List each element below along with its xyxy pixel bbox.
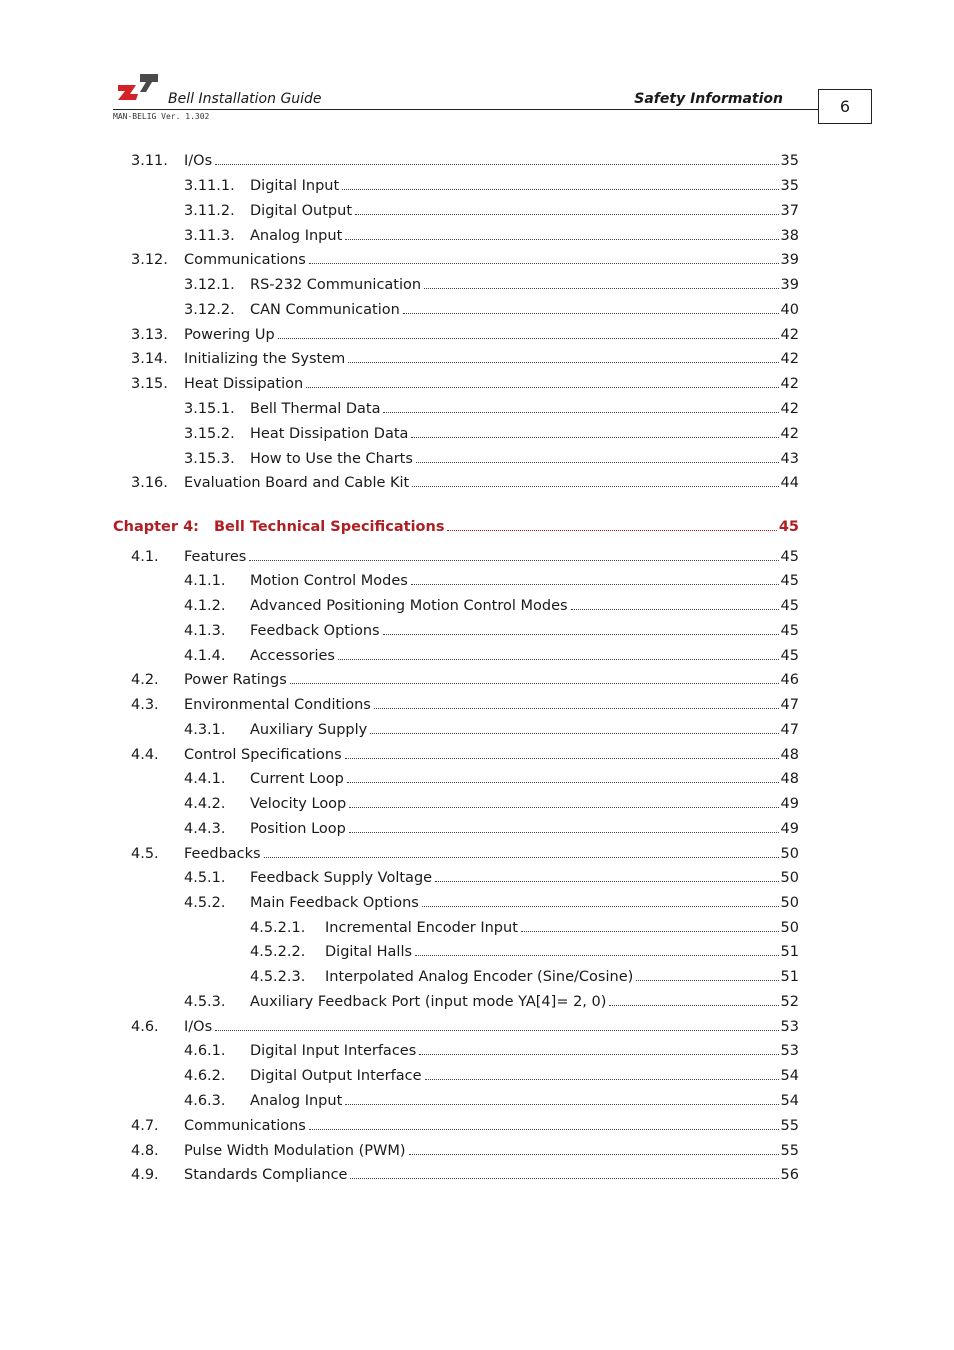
toc-entry-page: 53: [780, 1043, 799, 1059]
toc-entry-title: How to Use the Charts: [250, 451, 413, 467]
toc-entry-page: 48: [780, 771, 799, 787]
toc-entry[interactable]: [250, 944, 799, 966]
toc-entry[interactable]: [184, 426, 799, 448]
toc-entry-page: 47: [780, 722, 799, 738]
toc-entry-title: Bell Thermal Data: [250, 401, 381, 417]
toc-entry-title: Powering Up: [184, 327, 275, 343]
toc-dot-leader: [350, 1167, 778, 1179]
toc-dot-leader: [278, 327, 779, 339]
toc-entry-number: 3.12.1.: [184, 277, 235, 293]
toc-dot-leader: [571, 598, 779, 610]
toc-dot-leader: [215, 1019, 778, 1031]
toc-entry-number: 4.6.3.: [184, 1093, 226, 1109]
toc-entry[interactable]: [184, 994, 799, 1016]
toc-entry-page: 44: [780, 475, 799, 491]
toc-entry-number: 4.1.3.: [184, 623, 226, 639]
toc-entry-page: 47: [780, 697, 799, 713]
toc-entry[interactable]: [131, 1118, 799, 1140]
toc-entry-title: RS-232 Communication: [250, 277, 422, 293]
toc-entry-title: Digital Output Interface: [250, 1068, 422, 1084]
toc-entry-page: 43: [780, 451, 799, 467]
toc-entry-number: 3.16.: [131, 475, 168, 491]
toc-entry[interactable]: [184, 1043, 799, 1065]
toc-entry-number: 4.7.: [131, 1118, 159, 1134]
toc-entry[interactable]: [184, 870, 799, 892]
toc-entry[interactable]: [184, 796, 799, 818]
toc-entry[interactable]: [184, 277, 799, 299]
toc-entry-page: 55: [780, 1143, 799, 1159]
toc-entry-title: Accessories: [250, 648, 335, 664]
toc-entry-number: 4.5.: [131, 846, 159, 862]
toc-entry-number: 4.4.3.: [184, 821, 226, 837]
toc-entry-number: 4.1.: [131, 549, 159, 565]
toc-dot-leader: [309, 252, 779, 264]
toc-entry-title: Features: [184, 549, 247, 565]
toc-entry-title: Communications: [184, 1118, 306, 1134]
toc-entry[interactable]: [184, 648, 799, 670]
toc-entry[interactable]: [131, 549, 799, 571]
toc-entry-title: Bell Technical Specifications: [214, 519, 445, 535]
toc-entry-page: 50: [780, 920, 799, 936]
toc-entry[interactable]: [131, 1167, 799, 1189]
toc-dot-leader: [416, 451, 779, 463]
toc-entry-title: Standards Compliance: [184, 1167, 348, 1183]
toc-entry-number: 4.4.2.: [184, 796, 226, 812]
document-title: Bell Installation Guide: [168, 91, 322, 107]
toc-entry[interactable]: [131, 153, 799, 175]
toc-entry-page: 54: [780, 1068, 799, 1084]
toc-entry-number: Chapter 4:: [113, 519, 199, 535]
toc-entry-number: 3.11.1.: [184, 178, 235, 194]
toc-dot-leader: [290, 672, 779, 684]
page-number-box: [818, 89, 872, 124]
toc-entry[interactable]: [131, 1019, 799, 1041]
toc-entry[interactable]: [184, 228, 799, 250]
toc-dot-leader: [403, 302, 779, 314]
toc-entry-title: Digital Input: [250, 178, 340, 194]
toc-entry-number: 3.12.2.: [184, 302, 235, 318]
toc-entry-number: 3.11.3.: [184, 228, 235, 244]
toc-entry-page: 45: [780, 598, 799, 614]
toc-entry-number: 3.15.1.: [184, 401, 235, 417]
toc-dot-leader: [342, 178, 778, 190]
toc-entry-page: 42: [780, 401, 799, 417]
toc-dot-leader: [345, 747, 779, 759]
toc-dot-leader: [419, 1043, 778, 1055]
toc-entry[interactable]: [131, 672, 799, 694]
toc-entry-number: 4.5.2.: [184, 895, 226, 911]
toc-entry-page: 50: [780, 895, 799, 911]
toc-dot-leader: [355, 203, 779, 215]
toc-entry-title: Feedbacks: [184, 846, 261, 862]
toc-entry-number: 4.3.1.: [184, 722, 226, 738]
toc-entry-number: 4.1.2.: [184, 598, 226, 614]
toc-entry-title: Digital Output: [250, 203, 353, 219]
toc-dot-leader: [636, 969, 778, 981]
toc-entry-page: 45: [780, 573, 799, 589]
toc-entry-page: 39: [780, 277, 799, 293]
toc-entry-number: 4.5.1.: [184, 870, 226, 886]
toc-dot-leader: [521, 920, 779, 932]
toc-entry-title: Environmental Conditions: [184, 697, 371, 713]
toc-entry-page: 37: [780, 203, 799, 219]
toc-entry-page: 42: [780, 327, 799, 343]
toc-entry-page: 50: [780, 846, 799, 862]
toc-dot-leader: [349, 821, 779, 833]
toc-entry-number: 4.5.3.: [184, 994, 226, 1010]
toc-entry[interactable]: [250, 920, 799, 942]
toc-entry-page: 42: [780, 351, 799, 367]
toc-entry-page: 45: [780, 623, 799, 639]
toc-entry[interactable]: [184, 722, 799, 744]
toc-entry-page: 35: [780, 178, 799, 194]
toc-entry-number: 4.8.: [131, 1143, 159, 1159]
toc-entry-title: Auxiliary Supply: [250, 722, 368, 738]
toc-entry-title: Evaluation Board and Cable Kit: [184, 475, 410, 491]
toc-entry-page: 52: [780, 994, 799, 1010]
toc-dot-leader: [347, 771, 779, 783]
toc-entry-number: 3.12.: [131, 252, 168, 268]
toc-entry-page: 54: [780, 1093, 799, 1109]
toc-dot-leader: [415, 944, 779, 956]
toc-entry-number: 4.5.2.2.: [250, 944, 306, 960]
toc-entry[interactable]: [184, 1093, 799, 1115]
toc-entry[interactable]: [184, 821, 799, 843]
toc-entry[interactable]: [131, 376, 799, 398]
toc-entry-title: Digital Input Interfaces: [250, 1043, 417, 1059]
toc-entry-title: Main Feedback Options: [250, 895, 419, 911]
toc-entry-page: 45: [780, 549, 799, 565]
toc-entry-title: Digital Halls: [325, 944, 413, 960]
toc-entry-page: 48: [780, 747, 799, 763]
toc-entry-page: 45: [778, 519, 799, 535]
toc-entry-number: 4.6.1.: [184, 1043, 226, 1059]
toc-entry[interactable]: [184, 401, 799, 423]
toc-entry-number: 4.6.2.: [184, 1068, 226, 1084]
toc-dot-leader: [264, 846, 779, 858]
toc-entry-page: 38: [780, 228, 799, 244]
toc-dot-leader: [348, 351, 778, 363]
toc-entry-number: 4.5.2.3.: [250, 969, 306, 985]
toc-entry-title: Feedback Supply Voltage: [250, 870, 433, 886]
toc-entry-number: 3.13.: [131, 327, 168, 343]
toc-dot-leader: [370, 722, 778, 734]
toc-entry[interactable]: [184, 451, 799, 473]
toc-entry-number: 4.3.: [131, 697, 159, 713]
toc-entry-title: Interpolated Analog Encoder (Sine/Cosine): [325, 969, 634, 985]
section-title: Safety Information: [634, 91, 783, 107]
toc-entry-page: 55: [780, 1118, 799, 1134]
toc-dot-leader: [435, 870, 778, 882]
toc-dot-leader: [383, 401, 778, 413]
toc-entry-number: 4.9.: [131, 1167, 159, 1183]
header-divider: [113, 109, 819, 110]
toc-entry-title: Pulse Width Modulation (PWM): [184, 1143, 406, 1159]
toc-entry[interactable]: [184, 623, 799, 645]
toc-entry[interactable]: [184, 771, 799, 793]
toc-entry-title: Current Loop: [250, 771, 344, 787]
toc-entry-number: 3.15.3.: [184, 451, 235, 467]
toc-dot-leader: [422, 895, 779, 907]
toc-dot-leader: [411, 573, 779, 585]
toc-entry[interactable]: [131, 327, 799, 349]
toc-entry-page: 46: [780, 672, 799, 688]
toc-entry-title: CAN Communication: [250, 302, 400, 318]
toc-dot-leader: [425, 1068, 779, 1080]
toc-entry-title: Position Loop: [250, 821, 346, 837]
toc-entry-number: 3.15.: [131, 376, 168, 392]
toc-entry-title: Feedback Options: [250, 623, 380, 639]
toc-entry[interactable]: [131, 475, 799, 497]
toc-entry-title: Heat Dissipation: [184, 376, 304, 392]
toc-entry-page: 40: [780, 302, 799, 318]
toc-dot-leader: [447, 519, 776, 531]
toc-dot-leader: [374, 697, 779, 709]
toc-entry-title: Power Ratings: [184, 672, 287, 688]
toc-entry-title: Advanced Positioning Motion Control Modes: [250, 598, 568, 614]
toc-entry[interactable]: [131, 1143, 799, 1165]
toc-entry[interactable]: [131, 252, 799, 274]
toc-entry[interactable]: [131, 697, 799, 719]
toc-entry-page: 56: [780, 1167, 799, 1183]
toc-entry-title: Incremental Encoder Input: [325, 920, 518, 936]
toc-entry[interactable]: [184, 573, 799, 595]
toc-entry-page: 42: [780, 376, 799, 392]
toc-entry-number: 4.6.: [131, 1019, 159, 1035]
toc-entry-title: Auxiliary Feedback Port (input mode YA[4]= 2, 0): [250, 994, 607, 1010]
toc-entry-page: 51: [780, 969, 799, 985]
document-version: MAN-BELIG Ver. 1.302: [113, 112, 210, 121]
toc-entry[interactable]: [184, 1068, 799, 1090]
toc-dot-leader: [309, 1118, 779, 1130]
toc-entry-title: Communications: [184, 252, 306, 268]
company-logo-icon: [116, 72, 160, 104]
toc-entry-title: Analog Input: [250, 228, 343, 244]
toc-dot-leader: [306, 376, 778, 388]
toc-entry[interactable]: [131, 747, 799, 769]
toc-dot-leader: [411, 426, 778, 438]
toc-entry-number: 3.11.2.: [184, 203, 235, 219]
toc-entry[interactable]: [250, 969, 799, 991]
toc-dot-leader: [345, 228, 778, 240]
toc-entry-page: 45: [780, 648, 799, 664]
toc-entry-page: 49: [780, 821, 799, 837]
toc-entry-number: 4.2.: [131, 672, 159, 688]
toc-dot-leader: [249, 549, 778, 561]
toc-dot-leader: [424, 277, 778, 289]
toc-dot-leader: [338, 648, 779, 660]
toc-entry-number: 4.5.2.1.: [250, 920, 306, 936]
toc-entry-title: Control Specifications: [184, 747, 342, 763]
toc-entry-title: Analog Input: [250, 1093, 343, 1109]
toc-entry-number: 4.4.: [131, 747, 159, 763]
toc-entry-title: I/Os: [184, 1019, 213, 1035]
toc-entry[interactable]: [184, 302, 799, 324]
toc-entry-title: I/Os: [184, 153, 213, 169]
toc-dot-leader: [383, 623, 779, 635]
toc-entry-title: Motion Control Modes: [250, 573, 408, 589]
toc-entry[interactable]: [184, 895, 799, 917]
toc-entry-number: 3.15.2.: [184, 426, 235, 442]
toc-chapter-entry[interactable]: [113, 519, 799, 541]
page-number: 6: [839, 97, 851, 116]
toc-dot-leader: [215, 153, 778, 165]
toc-entry-page: 49: [780, 796, 799, 812]
toc-dot-leader: [409, 1143, 779, 1155]
toc-entry-page: 50: [780, 870, 799, 886]
toc-entry-number: 4.4.1.: [184, 771, 226, 787]
toc-entry-number: 4.1.4.: [184, 648, 226, 664]
toc-entry[interactable]: [184, 598, 799, 620]
toc-dot-leader: [345, 1093, 778, 1105]
toc-entry-number: 3.14.: [131, 351, 168, 367]
toc-dot-leader: [609, 994, 778, 1006]
toc-entry-title: Velocity Loop: [250, 796, 347, 812]
toc-dot-leader: [349, 796, 778, 808]
toc-dot-leader: [412, 475, 778, 487]
toc-entry[interactable]: [184, 178, 799, 200]
toc-entry-title: Heat Dissipation Data: [250, 426, 409, 442]
toc-entry-page: 53: [780, 1019, 799, 1035]
toc-entry[interactable]: [131, 351, 799, 373]
toc-entry-number: 3.11.: [131, 153, 168, 169]
toc-entry-page: 42: [780, 426, 799, 442]
toc-entry-page: 51: [780, 944, 799, 960]
toc-entry-page: 35: [780, 153, 799, 169]
toc-entry-title: Initializing the System: [184, 351, 346, 367]
toc-entry-page: 39: [780, 252, 799, 268]
toc-entry-number: 4.1.1.: [184, 573, 226, 589]
toc-entry[interactable]: [184, 203, 799, 225]
toc-entry[interactable]: [131, 846, 799, 868]
